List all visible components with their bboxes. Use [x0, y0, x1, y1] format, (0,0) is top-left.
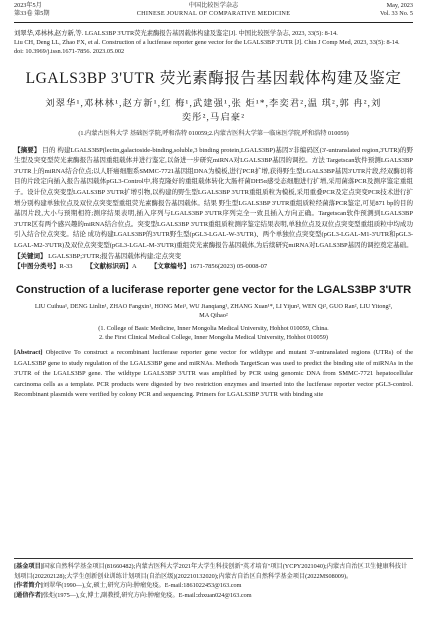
- affiliation-en-2: 2. the First Clinical Medical College, Inner Mongolia Medical University, Hohhot 010059): [98, 333, 329, 341]
- abstract-en-text: Objective To construct a recombinant luciferase reporter gene vector for wildtype and mutant 3'-untranslated regions (UTRs) of the LGALS3BP gene to study regulation of the LGALS3BP gene and miRNAs. Methods TargetScan was used to predict the binding site of miRNAs in the 3'UTR of the LGALS3BP gene. The wildtype LGALS3BP 3'UTR was amplified by PCR using genomic DNA from SMMC-7721 hepatocellular carcinoma cells as a template. PCR products were digested by two restriction enzymes and inserted into the luciferase reporter vector pGL3-control. Recombinant plasmids were verified by colony PCR and sequencing. Primers for LGALS3BP 3'UTR with binding site: [14, 348, 414, 399]
- abstract-cn-body: [14, 146, 413, 252]
- running-header: [14, 0, 413, 23]
- title-en: Construction of a luciferase reporter gene vector for the LGALS3BP 3'UTR: [15, 283, 412, 296]
- header-date-en: May, 2023: [386, 2, 413, 9]
- citation-en: Liu CH, Deng LL, Zhao FX, et al. Construction of a luciferase reporter gene vector for the LGALS3BP 3'UTR [J]. Chin J Comp Med, 2023, 33(5): 8-14.: [14, 39, 400, 47]
- clc-value: R-33: [59, 263, 73, 271]
- abstract-en-label: [Abstract]: [14, 348, 43, 356]
- footnotes: [14, 558, 413, 600]
- keywords-cn-label: 【关键词】: [14, 252, 47, 260]
- author-note-text: 刘翠华(1990—),女,硕士,研究方向:肿瘤免疫。E-mail:1861022453@163.com: [42, 582, 242, 590]
- doc-code-field: [87, 262, 137, 273]
- clc-field: [14, 262, 73, 273]
- doc-code-value: A: [132, 263, 137, 271]
- abstract-cn: [14, 146, 413, 273]
- keywords-cn-text: LGALS3BP;3'UTR;报告基因载体构建;定点突变: [48, 252, 182, 260]
- article-id-label: 【文章编号】: [150, 263, 190, 271]
- citation-block: [14, 29, 413, 57]
- article-id-field: [151, 262, 267, 273]
- doc-code-label: 【文献标识码】: [86, 263, 132, 271]
- doi[interactable]: doi: 10.3969/j.issn.1671-7856. 2023.05.002: [14, 48, 125, 56]
- author-note: [14, 581, 413, 591]
- header-volume-en: Vol. 33 No. 5: [379, 10, 413, 17]
- clc-label: 【中图分类号】: [14, 263, 60, 271]
- keywords-cn: [14, 252, 413, 263]
- abstract-cn-label: 【摘要】: [14, 146, 41, 154]
- citation-cn: 刘翠华,邓林林,赵方新,等. LGALS3BP 3'UTR荧光素酶报告基因载体构建及鉴定[J]. 中国比较医学杂志, 2023, 33(5): 8-14.: [14, 30, 338, 37]
- article-id-value: 1671-7856(2023) 05-0008-07: [189, 263, 268, 271]
- title-cn: LGALS3BP 3'UTR 荧光素酶报告基因载体构建及鉴定: [25, 69, 402, 87]
- affiliation-en-1: (1. College of Basic Medicine, Inner Mongolia Medical University, Hohhot 010059, China.: [98, 324, 329, 332]
- fund-label: [基金项目]: [14, 563, 43, 570]
- affiliation-cn: (1.内蒙古医科大学 基础医学院,呼和浩特 010059;2.内蒙古医科大学第一临床医学院,呼和浩特 010059): [78, 129, 349, 137]
- author-note-label: [作者简介]: [14, 582, 43, 590]
- header-center: [14, 2, 413, 18]
- journal-name-en: CHINESE JOURNAL OF COMPARATIVE MEDICINE: [136, 10, 291, 17]
- fund-note: [14, 562, 413, 581]
- correspondence-label: [通信作者]: [14, 591, 43, 599]
- authors-cn: 刘翠华¹,邓林林¹,赵方新¹,红 梅¹,武建强¹,张 炬¹*,李奕君²,温 琪²,郭 冉²,刘奕彤²,马启豪²: [45, 97, 382, 122]
- journal-name-cn: 中国比较医学杂志: [188, 2, 239, 9]
- header-right: [380, 2, 413, 18]
- affiliation-en: [14, 324, 413, 342]
- abstract-cn-text: 目的 构建LGALS3BP(lectin,galactoside-binding,soluble,3 binding protein,LGALS3BP)基因3'非编码区(3'-untranslated region,3'UTR)的野生型及突变型荧光素酶报告基因重组载体并进行鉴定,以备进一步研究miRNA对LGALS3BP基因的调控。方法 Targetscan软件预测LGALS3BP 3'UTR上的miRNA结合位点;以人肝癌细胞系SMMC-7721基因组DNA为模板,进行PCR扩增,获得野生型LGALS3BP基因3'UTR片段,经双酶切将目的片段定向插入报告基因载体pGL3-Control中,将克隆好的重组载体转化大肠杆菌DH5α感受态细胞进行扩增,采用菌落PCR及测序鉴定重组子。设计位点突变型LGALS3BP 3'UTR扩增引物,以构建的野生型LGALS3BP 3'UTR重组质粒为模板,采用重叠PCR及定点突变PCR技术进行扩增分别构建单独位点及双位点突变型重组荧光素酶报告基因载体。结果 野生型LGALS3BP 3'UTR重组质粒经菌落PCR鉴定,可见871 bp的目的基因片段,大小与预期相符;测序结果表明,插入序列与LGALS3BP 3'UTR序列完全一致且插入方向正确。Targetscan软件预测到LGALS3BP 3'UTR区有两个感兴趣的miRNA结合位点。突变型LGALS3BP 3'UTR重组质粒测序鉴定结果表明,单独位点及双位点突变型重组质粒中均成功引入结合位点突变。结论 成功构建LGALS3BP的3'UTR野生型(pGL3-LGAL-W-3'UTR)、两个单独位点突变型(pGL3-LGAL-M1-3'UTR和pGL3-LGAL-M2-3'UTR)及双位点突变型(pGL3-LGAL-M-3'UTR)重组荧光素酶报告基因载体,为后续研究miRNA对LGALS3BP基因的调控奠定基础。: [14, 146, 414, 249]
- header-date-cn: 2023年5月: [14, 2, 42, 9]
- header-volume-cn: 第33卷 第5期: [14, 10, 50, 17]
- authors-en: LIU Cuihua¹, DENG Linlin¹, ZHAO Fangxin¹, HONG Mei¹, WU Jianqiang¹, ZHANG Xuan¹*, LI Yijun², WEN Qi², GUO Ran², LIU Yitong², MA Qihao²: [34, 302, 393, 320]
- correspondence-note: [14, 591, 413, 601]
- article-meta: [14, 262, 413, 273]
- abstract-en: [14, 348, 413, 401]
- fund-text: 国家自然科学基金项目(81660482);内蒙古医科大学2021年大学生科技创新"英才培育"项目(YCPY2021040);内蒙古自治区卫生健康科技计划项目(202202128);大学生创新创业训练计划项目(自治区级)(202210132020);内蒙古自治区自然科学基金项目(2022MS08009)。: [14, 563, 408, 580]
- abstract-en-body: [14, 348, 413, 401]
- correspondence-text: 张炬(1975—),女,博士,副教授,研究方向:肿瘤免疫。E-mail:zhxuan024@163.com: [42, 591, 252, 599]
